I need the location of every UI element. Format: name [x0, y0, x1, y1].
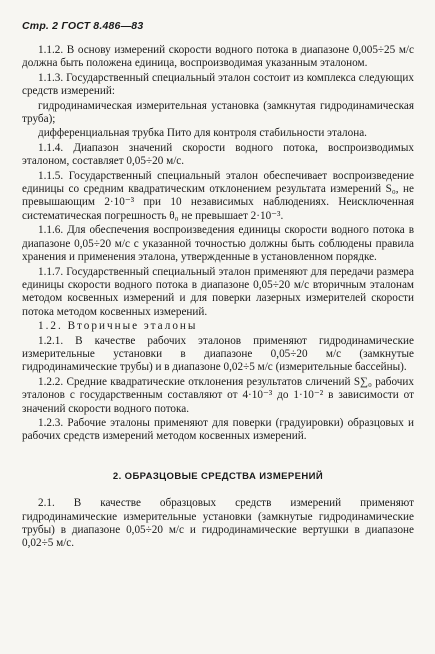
- list-item-hydrodynamic-installation: гидродинамическая измерительная установка (замкнутая гидродинамическая труба);: [22, 99, 414, 126]
- subsection-heading-secondary-standards: 1.2. Вторичные эталоны: [38, 320, 198, 333]
- paragraph-1-1-3: 1.1.3. Государственный специальный эталон состоит из комплекса следующих средств измерений:: [22, 71, 414, 98]
- paragraph-1-2-3: 1.2.3. Рабочие эталоны применяют для поверки (градуировки) образцовых и рабочих средств измерений методом косвенных измерений.: [22, 416, 414, 443]
- section-2-title: 2. ОБРАЗЦОВЫЕ СРЕДСТВА ИЗМЕРЕНИЙ: [112, 470, 324, 482]
- paragraph-2-1: 2.1. В качестве образцовых средств измерений применяют гидродинамические измерительные установки (замкнутые гидродинамические трубы) в диапазоне 0,05÷20 м/с и гидродинамические вертушки в диапазоне 0,02÷5 м/с.: [22, 497, 414, 550]
- paragraph-1-2-1: 1.2.1. В качестве рабочих эталонов применяют гидродинамические измерительные установки в диапазоне 0,05÷20 м/с (замкнутые гидродинамические трубы) и в диапазоне 0,02÷5 м/с (измерительные бассейны).: [22, 334, 414, 374]
- paragraph-1-1-7: 1.1.7. Государственный специальный эталон применяют для передачи размера единицы скорости водного потока в диапазоне 0,05÷20 м/с вторичным эталонам методом косвенных измерений и для поверки лазерных измерителей скорости потока методом косвенных измерений.: [22, 265, 414, 318]
- paragraph-1-1-6: 1.1.6. Для обеспечения воспроизведения единицы скорости водного потока в диапазоне 0,05÷20 м/с с указанной точностью должны быть соблюдены правила хранения и применения эталона, утвержденные в установленном порядке.: [22, 224, 414, 264]
- paragraph-1-1-5: 1.1.5. Государственный специальный эталон обеспечивает воспроизведение единицы со средним квадратическим отклонением результата измерений S₀, не превышающим 2·10⁻³ при 10 независимых наблюдениях. Неисключенная систематическая погрешность θ₀ не превышает 2·10⁻³.: [22, 169, 414, 222]
- page-header: Стр. 2 ГОСТ 8.486—83: [22, 20, 144, 32]
- paragraph-1-1-4: 1.1.4. Диапазон значений скорости водного потока, воспроизводимых эталоном, составляет 0,05÷20 м/с.: [22, 141, 414, 168]
- paragraph-1-1-2: 1.1.2. В основу измерений скорости водного потока в диапазоне 0,005÷25 м/с должна быть положена единица, воспроизводимая указанным эталоном.: [22, 44, 414, 70]
- paragraph-1-2-2: 1.2.2. Средние квадратические отклонения результатов сличений S∑₀ рабочих эталонов с государственным составляют от 4·10⁻³ до 1·10⁻² в зависимости от значений скорости водного потока.: [22, 375, 414, 415]
- document-body: [22, 44, 414, 552]
- list-item-pitot-tube: дифференциальная трубка Пито для контроля стабильности эталона.: [38, 127, 367, 140]
